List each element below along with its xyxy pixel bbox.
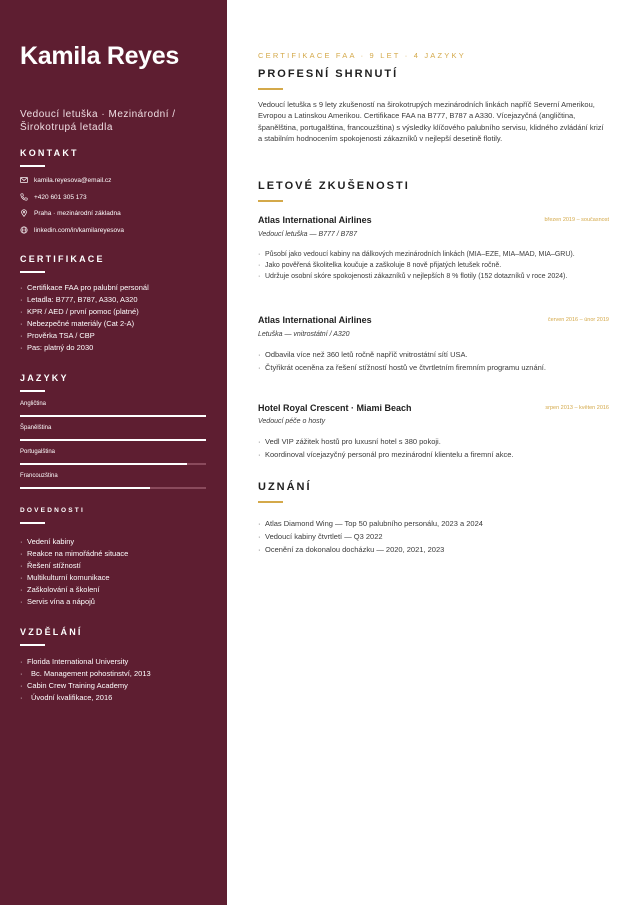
- summary-rule: [258, 88, 283, 90]
- certification-item: · Letadla: B777, B787, A330, A320: [20, 294, 149, 306]
- award-item: · Vedoucí kabiny čtvrtletí — Q3 2022: [258, 530, 613, 543]
- job-role: Letuška — vnitrostátní / A320: [258, 331, 350, 338]
- language-level-portuguese: [20, 463, 187, 465]
- contact-email-row[interactable]: [20, 176, 111, 184]
- contact-location: Praha · mezinárodní základna: [34, 209, 121, 217]
- contact-heading: KONTAKT: [20, 148, 79, 158]
- job-bullet: · Čtyřikrát oceněna za řešení stížností hostů ve čtvrtletním firemním programu uznání.: [258, 361, 613, 374]
- certifications-list: [20, 282, 149, 354]
- skills-heading: DOVEDNOSTI: [20, 507, 85, 514]
- language-name-french: Francouzština: [20, 473, 58, 479]
- contact-linkedin: linkedin.com/in/kamilareyesova: [34, 226, 124, 234]
- contact-linkedin-row[interactable]: [20, 226, 124, 234]
- experience-rule: [258, 200, 283, 202]
- contact-phone-row[interactable]: [20, 193, 87, 201]
- job-dates: červen 2016 – únor 2019: [547, 317, 609, 323]
- education-list: [20, 656, 151, 704]
- skill-item: · Vedení kabiny: [20, 536, 128, 548]
- job-role: Vedoucí letuška — B777 / B787: [258, 231, 357, 238]
- skill-item: · Řešení stížností: [20, 560, 128, 572]
- experience-heading: LETOVÉ ZKUŠENOSTI: [258, 180, 410, 192]
- job-bullets: [258, 435, 613, 461]
- job-bullet: · Udržuje osobní skóre spokojenosti zákazníků v nejlepších 8 % flotily (152 dotazníků v roce 2024).: [258, 271, 613, 282]
- award-item: · Atlas Diamond Wing — Top 50 palubního personálu, 2023 a 2024: [258, 517, 613, 530]
- main-content: [227, 0, 640, 905]
- job-company: Atlas International Airlines: [258, 215, 372, 225]
- education-heading: VZDĚLÁNÍ: [20, 627, 83, 637]
- language-bar-portuguese: [20, 463, 206, 465]
- skill-item: · Zaškolování a školení: [20, 584, 128, 596]
- awards-rule: [258, 501, 283, 503]
- education-rule: [20, 644, 45, 646]
- phone-icon: [20, 193, 28, 201]
- education-degree: · Úvodní kvalifikace, 2016: [20, 692, 151, 704]
- certification-item: · KPR / AED / první pomoc (platné): [20, 306, 149, 318]
- job-role: Vedoucí péče o hosty: [258, 418, 326, 425]
- job-bullet: · Vedl VIP zážitek hostů pro luxusní hotel s 380 pokoji.: [258, 435, 613, 448]
- mail-icon: [20, 176, 28, 184]
- job-company: Hotel Royal Crescent · Miami Beach: [258, 403, 412, 413]
- job-bullets: [258, 348, 613, 374]
- awards-heading: UZNÁNÍ: [258, 481, 312, 493]
- language-bar-english: [20, 415, 206, 417]
- certification-item: · Certifikace FAA pro palubní personál: [20, 282, 149, 294]
- job-bullet: · Působí jako vedoucí kabiny na dálkových mezinárodních linkách (MIA–EZE, MIA–MAD, MIA–GRU).: [258, 249, 613, 260]
- certifications-heading: CERTIFIKACE: [20, 254, 105, 264]
- job-dates: srpen 2013 – květen 2016: [545, 405, 609, 411]
- job-bullet: · Koordinoval vícejazyčný personál pro mezinárodní klientelu a firemní akce.: [258, 448, 613, 461]
- summary-text: Vedoucí letuška s 9 lety zkušeností na širokotrupých mezinárodních linkách napříč Severní Amerikou, Evropou a Latinskou Amerikou. Certifikace FAA na B777, B787 a A330. Vícejazyčná (angličtina, španělština, portugalština, francouzština) s výsledky klíčového palubního servisu, klidného zvládání krizí a stabilním hodnocením spokojenosti zákazníků v nejlepší desetině flotily.: [258, 100, 604, 143]
- certification-item: · Pas: platný do 2030: [20, 342, 149, 354]
- language-level-french: [20, 487, 150, 489]
- languages-rule: [20, 390, 45, 392]
- location-pin-icon: [20, 209, 28, 217]
- contact-phone: +420 601 305 173: [34, 193, 87, 201]
- contact-rule: [20, 165, 45, 167]
- certification-item: · Nebezpečné materiály (Cat 2-A): [20, 318, 149, 330]
- language-name-spanish: Španělština: [20, 425, 52, 431]
- skill-item: · Servis vína a nápojů: [20, 596, 128, 608]
- language-bar-spanish: [20, 439, 206, 441]
- certifications-rule: [20, 271, 45, 273]
- language-name-english: Angličtina: [20, 401, 47, 407]
- candidate-name: Kamila Reyes: [20, 42, 179, 70]
- skills-list: [20, 536, 128, 608]
- job-company: Atlas International Airlines: [258, 315, 372, 325]
- certification-item: · Prověrka TSA / CBP: [20, 330, 149, 342]
- globe-icon: [20, 226, 28, 234]
- contact-location-row: [20, 209, 121, 217]
- language-name-portuguese: Portugalština: [20, 449, 56, 455]
- language-bar-french: [20, 487, 206, 489]
- languages-heading: JAZYKY: [20, 373, 69, 383]
- job-bullet: · Jako pověřená školitelka koučuje a zaškoluje 8 nově přijatých letušek ročně.: [258, 260, 613, 271]
- skill-item: · Multikulturní komunikace: [20, 572, 128, 584]
- education-degree: · Bc. Management pohostinství, 2013: [20, 668, 151, 680]
- candidate-subtitle: Vedoucí letuška · Mezinárodní / Širokotrupá letadla: [20, 109, 176, 133]
- award-item: · Ocenění za dokonalou docházku — 2020, 2021, 2023: [258, 543, 613, 556]
- job-bullets: [258, 249, 613, 282]
- job-bullet: · Odbavila více než 360 letů ročně napříč vnitrostátní sítí USA.: [258, 348, 613, 361]
- job-dates: březen 2019 – současnost: [544, 217, 609, 223]
- sidebar: [0, 0, 227, 905]
- education-school: · Florida International University: [20, 656, 151, 668]
- education-school: · Cabin Crew Training Academy: [20, 680, 151, 692]
- language-level-english: [20, 415, 206, 417]
- language-level-spanish: [20, 439, 206, 441]
- awards-list: [258, 517, 613, 556]
- skills-rule: [20, 522, 45, 524]
- skill-item: · Reakce na mimořádné situace: [20, 548, 128, 560]
- contact-email: kamila.reyesova@email.cz: [34, 176, 112, 184]
- tagline: CERTIFIKACE FAA · 9 LET · 4 JAZYKY: [258, 51, 466, 60]
- summary-heading: PROFESNÍ SHRNUTÍ: [258, 68, 399, 80]
